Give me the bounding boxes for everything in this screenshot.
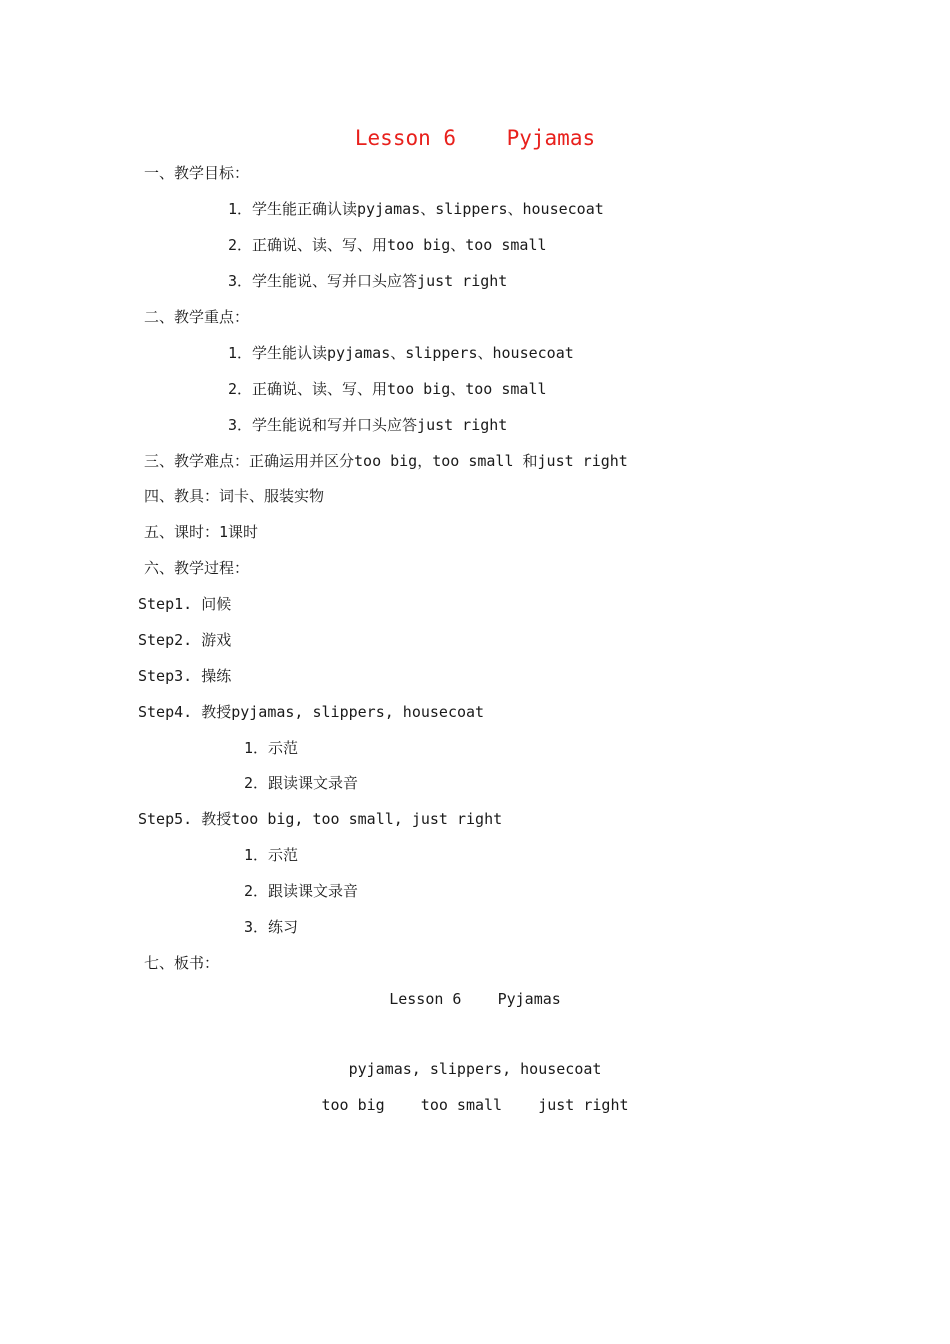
key-point-item-3: 3．学生能说和写并口头应答just right <box>228 416 508 434</box>
key-points-heading: 二、教学重点： <box>144 308 250 326</box>
board-title: Lesson 6 Pyjamas <box>389 990 561 1008</box>
step-4: Step4. 教授pyjamas, slippers, housecoat <box>138 703 485 721</box>
board-phrases: too big too small just right <box>321 1096 629 1114</box>
step4-item-1: 1．示范 <box>244 739 299 757</box>
board-heading: 七、板书： <box>144 954 220 972</box>
aids-line: 四、教具：词卡、服装实物 <box>144 487 325 505</box>
objectives-heading: 一、教学目标： <box>144 164 250 182</box>
lesson-title: Lesson 6 Pyjamas <box>354 126 596 150</box>
objective-item-3: 3．学生能说、写并口头应答just right <box>228 272 508 290</box>
step-5: Step5. 教授too big, too small, just right <box>138 810 503 828</box>
difficulty-line: 三、教学难点：正确运用并区分too big，too small 和just right <box>144 452 628 470</box>
step-1: Step1. 问候 <box>138 595 232 613</box>
key-point-item-2: 2．正确说、读、写、用too big、too small <box>228 380 547 398</box>
objective-item-2: 2．正确说、读、写、用too big、too small <box>228 236 547 254</box>
step4-item-2: 2．跟读课文录音 <box>244 774 359 792</box>
step-3: Step3. 操练 <box>138 667 232 685</box>
step5-item-3: 3．练习 <box>244 918 299 936</box>
board-words: pyjamas, slippers, housecoat <box>348 1060 602 1078</box>
hours-line: 五、课时：1课时 <box>144 523 259 541</box>
objective-item-1: 1．学生能正确认读pyjamas、slippers、housecoat <box>228 200 604 218</box>
step5-item-1: 1．示范 <box>244 846 299 864</box>
step5-item-2: 2．跟读课文录音 <box>244 882 359 900</box>
key-point-item-1: 1．学生能认读pyjamas、slippers、housecoat <box>228 344 574 362</box>
process-heading: 六、教学过程： <box>144 559 250 577</box>
step-2: Step2. 游戏 <box>138 631 232 649</box>
